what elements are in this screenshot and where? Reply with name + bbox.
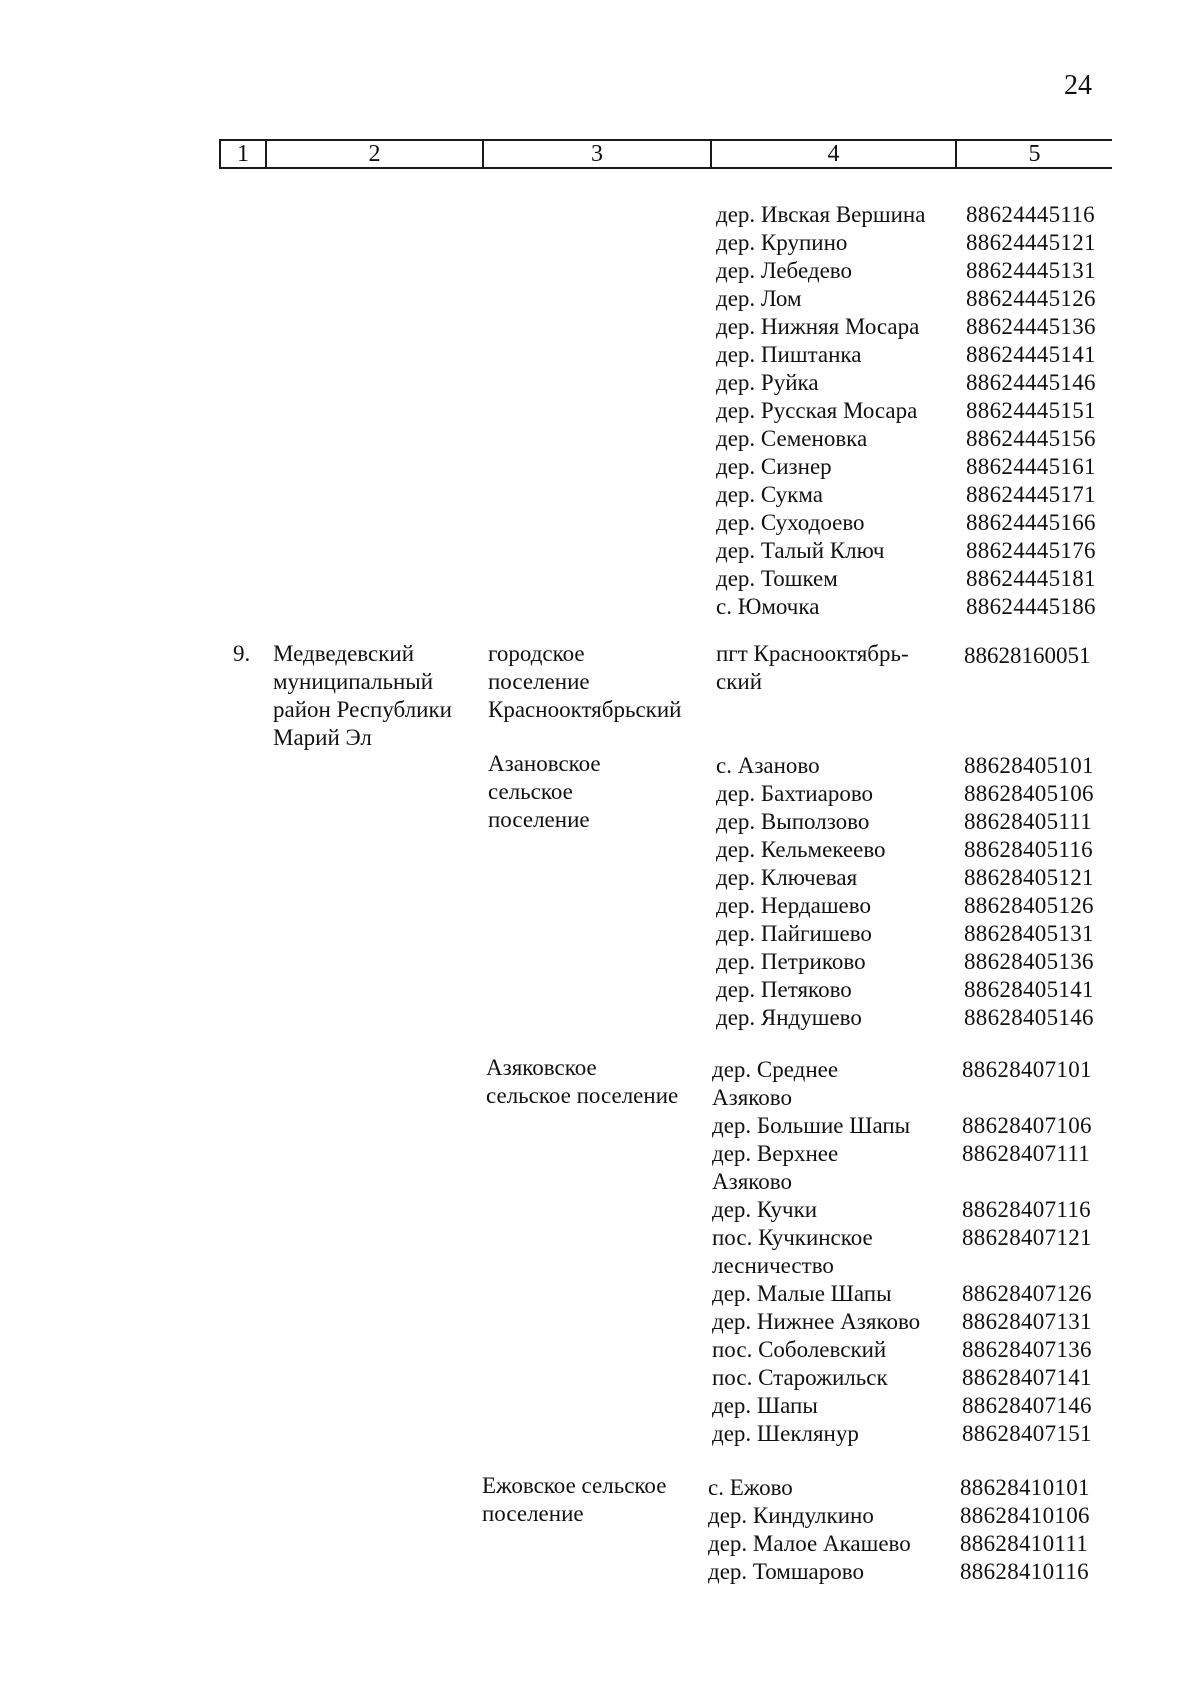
locality-name	[712, 1308, 962, 1336]
locality-name-line: пгт Краснооктябрь-	[716, 641, 909, 666]
column-header-5: 5	[1028, 141, 1041, 167]
locality-code: 88628407116	[962, 1197, 1091, 1222]
settlement-name	[486, 1054, 678, 1110]
settlement-name	[488, 640, 681, 724]
locality-code: 88628405101	[964, 753, 1094, 778]
locality-row	[712, 1336, 1102, 1364]
locality-code: 88628410116	[960, 1559, 1089, 1584]
locality-name-line: пос. Кучкинское	[712, 1225, 873, 1250]
locality-row	[712, 1420, 1102, 1448]
locality-code: 88628405126	[964, 893, 1094, 918]
locality-name: дер. Ключевая	[716, 865, 858, 890]
locality-name: дер. Петриково	[716, 949, 866, 974]
locality-name-line: Азяково	[712, 1169, 792, 1194]
district-name	[273, 640, 452, 752]
locality-code: 88628410101	[960, 1475, 1090, 1500]
locality-row	[712, 1280, 1102, 1308]
locality-code: 88628405146	[964, 1005, 1094, 1030]
settlement-locality-list	[708, 1474, 1100, 1586]
locality-row	[712, 1056, 1102, 1112]
locality-row	[716, 593, 1106, 621]
locality-name-line: дер. Шапы	[712, 1393, 818, 1418]
locality-name: дер. Выползово	[716, 809, 870, 834]
locality-name-line: дер. Нижнее Азяково	[712, 1309, 921, 1334]
locality-name: дер. Лебедево	[716, 258, 852, 283]
locality-name-line: дер. Большие Шапы	[712, 1113, 911, 1138]
locality-code: 88628405111	[964, 809, 1093, 834]
locality-code: 88628407136	[962, 1337, 1092, 1362]
locality-name: дер. Сизнер	[716, 454, 832, 479]
continuation-locality-list	[716, 201, 1106, 621]
district-name-line: муниципальный	[273, 669, 434, 694]
locality-row	[716, 976, 1104, 1004]
locality-row	[716, 565, 1106, 593]
district-name-line: Марий Эл	[273, 725, 372, 750]
locality-name-line: дер. Кучки	[712, 1197, 818, 1222]
locality-code: 88628405106	[964, 781, 1094, 806]
settlement-locality-list	[712, 1056, 1102, 1448]
settlement-name-line: поселение	[488, 807, 590, 832]
locality-name: дер. Ивская Вершина	[716, 202, 926, 227]
locality-row	[712, 1196, 1102, 1224]
locality-code: 88628407106	[962, 1113, 1092, 1138]
locality-row	[716, 425, 1106, 453]
row-number: 9.	[233, 641, 251, 666]
locality-code: 88628407151	[962, 1421, 1092, 1446]
locality-name: дер. Суходоево	[716, 510, 865, 535]
locality-row	[716, 537, 1106, 565]
settlement-name-line: поселение	[488, 669, 590, 694]
locality-name: дер. Сукма	[716, 482, 823, 507]
locality-row	[716, 864, 1104, 892]
locality-name: дер. Русская Мосара	[716, 398, 918, 423]
locality-name: дер. Нижняя Мосара	[716, 314, 920, 339]
locality-row	[716, 229, 1106, 257]
locality-name	[712, 1140, 962, 1196]
locality-name: дер. Талый Ключ	[716, 538, 885, 563]
locality-code: 88624445146	[966, 370, 1096, 395]
locality-row	[708, 1474, 1100, 1502]
locality-row	[716, 285, 1106, 313]
locality-name: с. Ежово	[708, 1475, 793, 1500]
locality-row	[716, 836, 1104, 864]
locality-name-line: Азяково	[712, 1085, 792, 1110]
locality-row	[712, 1308, 1102, 1336]
locality-row	[716, 1004, 1104, 1032]
locality-row	[716, 892, 1104, 920]
locality-row	[716, 920, 1104, 948]
locality-row	[712, 1140, 1102, 1196]
locality-name	[712, 1392, 962, 1420]
locality-name: дер. Руйка	[716, 370, 819, 395]
locality-code: 88624445116	[966, 202, 1095, 227]
column-header-1: 1	[221, 141, 267, 167]
locality-name-line: лесничество	[712, 1253, 834, 1278]
locality-name	[712, 1336, 962, 1364]
locality-code: 88628410106	[960, 1503, 1090, 1528]
district-name-line: Медведевский	[273, 641, 415, 666]
locality-name: дер. Петяково	[716, 977, 852, 1002]
settlement-name-line: поселение	[482, 1501, 584, 1526]
locality-code: 88624445176	[966, 538, 1096, 563]
locality-name: дер. Лом	[716, 286, 802, 311]
settlement-name-line: Азяковское	[486, 1055, 597, 1080]
locality-name	[712, 1224, 962, 1280]
locality-code: 88624445181	[966, 566, 1096, 591]
locality-name: дер. Томшарово	[708, 1559, 864, 1584]
locality-code: 88624445161	[966, 454, 1096, 479]
locality-name	[712, 1280, 962, 1308]
locality-name	[712, 1364, 962, 1392]
locality-row	[712, 1224, 1102, 1280]
locality-row	[716, 201, 1106, 229]
locality-row	[716, 780, 1104, 808]
locality-code: 88624445156	[966, 426, 1096, 451]
locality-row	[716, 453, 1106, 481]
locality-row	[716, 509, 1106, 537]
locality-row	[716, 481, 1106, 509]
locality-code: 88624445166	[966, 510, 1096, 535]
locality-name-line: ский	[716, 669, 762, 694]
locality-name: дер. Тошкем	[716, 566, 838, 591]
locality-code: 88624445186	[966, 594, 1096, 619]
locality-code: 88628160051	[964, 643, 1091, 668]
locality-code: 88624445131	[966, 258, 1096, 283]
settlement-name-line: сельское поселение	[486, 1083, 679, 1108]
locality-row	[716, 752, 1104, 780]
locality-row	[716, 369, 1106, 397]
locality-code: 88628405136	[964, 949, 1094, 974]
settlement-name-line: Краснооктябрьский	[488, 697, 682, 722]
locality-code: 88628405121	[964, 865, 1094, 890]
locality-row	[716, 808, 1104, 836]
locality-code: 88628407121	[962, 1225, 1092, 1250]
locality-name-line: пос. Старожильск	[712, 1365, 888, 1390]
locality-name-line: пос. Соболевский	[712, 1337, 887, 1362]
locality-row	[712, 1112, 1102, 1140]
settlement-name-line: сельское	[488, 779, 573, 804]
locality-row	[716, 397, 1106, 425]
settlement-name-line: Азановское	[488, 751, 601, 776]
locality-name: дер. Кельмекеево	[716, 837, 886, 862]
settlement-name-line: Ежовское сельское	[482, 1473, 667, 1498]
locality-row	[716, 313, 1106, 341]
locality-code: 88628407146	[962, 1393, 1092, 1418]
locality-row	[712, 1364, 1102, 1392]
locality-name: дер. Пайгишево	[716, 921, 872, 946]
locality-name: дер. Пиштанка	[716, 342, 862, 367]
locality-code: 88624445141	[966, 342, 1096, 367]
locality-code: 88628405141	[964, 977, 1094, 1002]
locality-code: 88624445171	[966, 482, 1096, 507]
settlement-name	[488, 750, 601, 834]
settlement-name-line: городское	[488, 641, 585, 666]
locality-code: 88628405116	[964, 837, 1093, 862]
locality-row	[708, 1530, 1100, 1558]
locality-code: 88624445136	[966, 314, 1096, 339]
district-name-line: район Республики	[273, 697, 452, 722]
locality-code: 88628410111	[960, 1531, 1089, 1556]
locality-name	[716, 640, 909, 696]
locality-row	[708, 1558, 1100, 1586]
locality-name-line: дер. Малые Шапы	[712, 1281, 892, 1306]
locality-row	[708, 1502, 1100, 1530]
locality-code: 88628407101	[962, 1057, 1092, 1082]
locality-code: 88628405131	[964, 921, 1094, 946]
locality-code: 88624445126	[966, 286, 1096, 311]
locality-name	[712, 1112, 962, 1140]
locality-name: дер. Нердашево	[716, 893, 871, 918]
column-header-4: 4	[712, 141, 957, 167]
column-header-2: 2	[267, 141, 484, 167]
locality-name: дер. Малое Акашево	[708, 1531, 911, 1556]
locality-name-line: дер. Среднее	[712, 1057, 839, 1082]
locality-row	[716, 948, 1104, 976]
locality-name: дер. Крупино	[716, 230, 848, 255]
locality-name: с. Юмочка	[716, 594, 820, 619]
locality-name: дер. Бахтиарово	[716, 781, 874, 806]
settlement-locality-list	[716, 752, 1104, 1032]
locality-name: с. Азаново	[716, 753, 820, 778]
column-header-3: 3	[484, 141, 712, 167]
page-number: 24	[1064, 70, 1092, 101]
locality-name: дер. Киндулкино	[708, 1503, 874, 1528]
locality-code: 88628407141	[962, 1365, 1092, 1390]
locality-name: дер. Яндушево	[716, 1005, 862, 1030]
locality-row	[712, 1392, 1102, 1420]
locality-code: 88624445121	[966, 230, 1096, 255]
settlement-name	[482, 1472, 666, 1528]
locality-code: 88628407111	[962, 1141, 1091, 1166]
column-header-row	[219, 139, 1112, 169]
locality-name: дер. Семеновка	[716, 426, 868, 451]
locality-code: 88628407131	[962, 1309, 1092, 1334]
locality-row	[716, 257, 1106, 285]
locality-name-line: дер. Шеклянур	[712, 1421, 859, 1446]
locality-row	[716, 341, 1106, 369]
locality-name	[712, 1056, 962, 1112]
locality-code: 88628407126	[962, 1281, 1092, 1306]
locality-code: 88624445151	[966, 398, 1096, 423]
locality-name-line: дер. Верхнее	[712, 1141, 839, 1166]
locality-name	[712, 1420, 962, 1448]
locality-name	[712, 1196, 962, 1224]
